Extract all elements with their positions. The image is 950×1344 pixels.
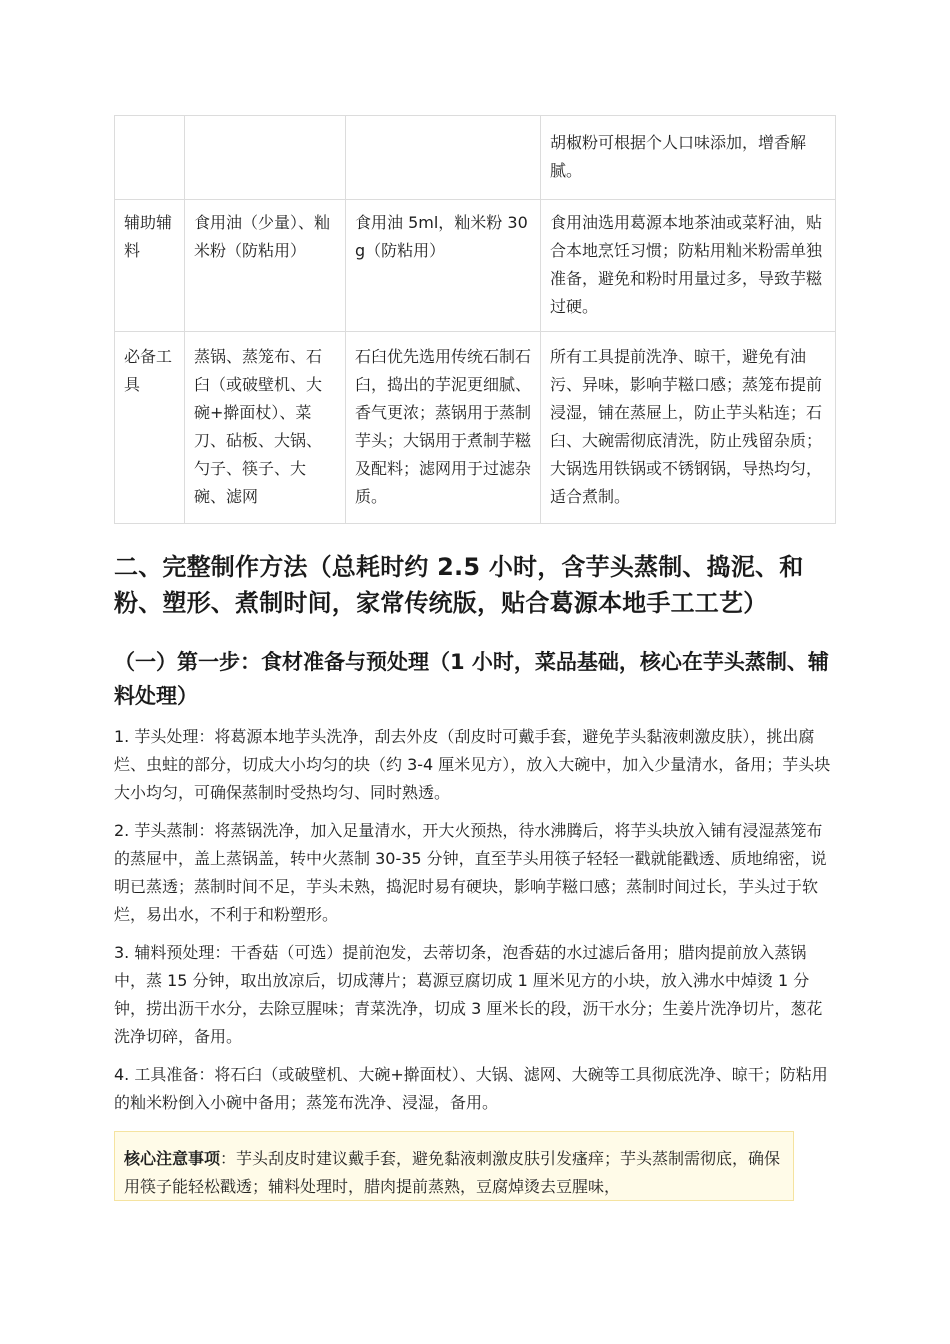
note-text: ：芋头刮皮时建议戴手套，避免黏液刺激皮肤引发瘙痒；芋头蒸制需彻底，确保用筷子能轻松戳透；辅料处理时，腊肉提前蒸熟，豆腐焯烫去豆腥味， <box>124 1149 781 1196</box>
table-cell-category: 辅助辅料 <box>115 200 185 332</box>
step-list <box>114 723 835 1117</box>
table-cell-note: 所有工具提前洗净、晾干，避免有油污、异味，影响芋糍口感；蒸笼布提前浸湿，铺在蒸屉上，防止芋头粘连；石臼、大碗需彻底清洗，防止残留杂质；大锅选用铁锅或不锈钢锅，导热均匀，适合煮制。 <box>541 332 836 524</box>
section-heading: 二、完整制作方法（总耗时约 2.5 小时，含芋头蒸制、捣泥、和粉、塑形、煮制时间，家常传统版，贴合葛源本地手工工艺） <box>114 553 804 617</box>
table-row <box>115 116 836 200</box>
note-label: 核心注意事项 <box>124 1149 221 1168</box>
table-cell-note: 食用油选用葛源本地茶油或菜籽油，贴合本地烹饪习惯；防粘用籼米粉需单独准备，避免和粉时用量过多，导致芋糍过硬。 <box>541 200 836 332</box>
ingredients-table <box>114 115 836 524</box>
document-page <box>114 115 835 1201</box>
table-cell-items: 蒸锅、蒸笼布、石臼（或破壁机、大碗+擀面杖）、菜刀、砧板、大锅、勺子、筷子、大碗、滤网 <box>185 332 346 524</box>
table-cell-amount: 食用油 5ml，籼米粉 30g（防粘用） <box>346 200 541 332</box>
step-paragraph: 1. 芋头处理：将葛源本地芋头洗净，刮去外皮（刮皮时可戴手套，避免芋头黏液刺激皮肤），挑出腐烂、虫蛀的部分，切成大小均匀的块（约 3-4 厘米见方），放入大碗中，加入少量清水，备用；芋头块大小均匀，可确保蒸制时受热均匀、同时熟透。 <box>114 727 831 802</box>
table-row <box>115 332 836 524</box>
step-paragraph: 3. 辅料预处理：干香菇（可选）提前泡发，去蒂切条，泡香菇的水过滤后备用；腊肉提前放入蒸锅中，蒸 15 分钟，取出放凉后，切成薄片；葛源豆腐切成 1 厘米见方的小块，放入沸水中焯烫 1 分钟，捞出沥干水分，去除豆腥味；青菜洗净，切成 3 厘米长的段，沥干水分；生姜片洗净切片，葱花洗净切碎，备用。 <box>114 943 823 1046</box>
table-cell-note: 胡椒粉可根据个人口味添加，增香解腻。 <box>541 116 836 200</box>
caution-note-box <box>114 1131 794 1201</box>
table-cell-category <box>115 116 185 200</box>
table-row <box>115 200 836 332</box>
table-cell-category: 必备工具 <box>115 332 185 524</box>
step-paragraph: 4. 工具准备：将石臼（或破壁机、大碗+擀面杖）、大锅、滤网、大碗等工具彻底洗净、晾干；防粘用的籼米粉倒入小碗中备用；蒸笼布洗净、浸湿，备用。 <box>114 1065 828 1112</box>
table-cell-amount: 石臼优先选用传统石制石臼，捣出的芋泥更细腻、香气更浓；蒸锅用于蒸制芋头；大锅用于煮制芋糍及配料；滤网用于过滤杂质。 <box>346 332 541 524</box>
step-paragraph: 2. 芋头蒸制：将蒸锅洗净，加入足量清水，开大火预热，待水沸腾后，将芋头块放入铺有浸湿蒸笼布的蒸屉中，盖上蒸锅盖，转中火蒸制 30-35 分钟，直至芋头用筷子轻轻一戳就能戳透、质地绵密，说明已蒸透；蒸制时间不足，芋头未熟，捣泥时易有硬块，影响芋糍口感；蒸制时间过长，芋头过于软烂，易出水，不利于和粉塑形。 <box>114 821 827 924</box>
table-cell-items: 食用油（少量）、籼米粉（防粘用） <box>185 200 346 332</box>
step-heading: （一）第一步：食材准备与预处理（1 小时，菜品基础，核心在芋头蒸制、辅料处理） <box>114 650 829 708</box>
table-cell-amount <box>346 116 541 200</box>
table-cell-items <box>185 116 346 200</box>
